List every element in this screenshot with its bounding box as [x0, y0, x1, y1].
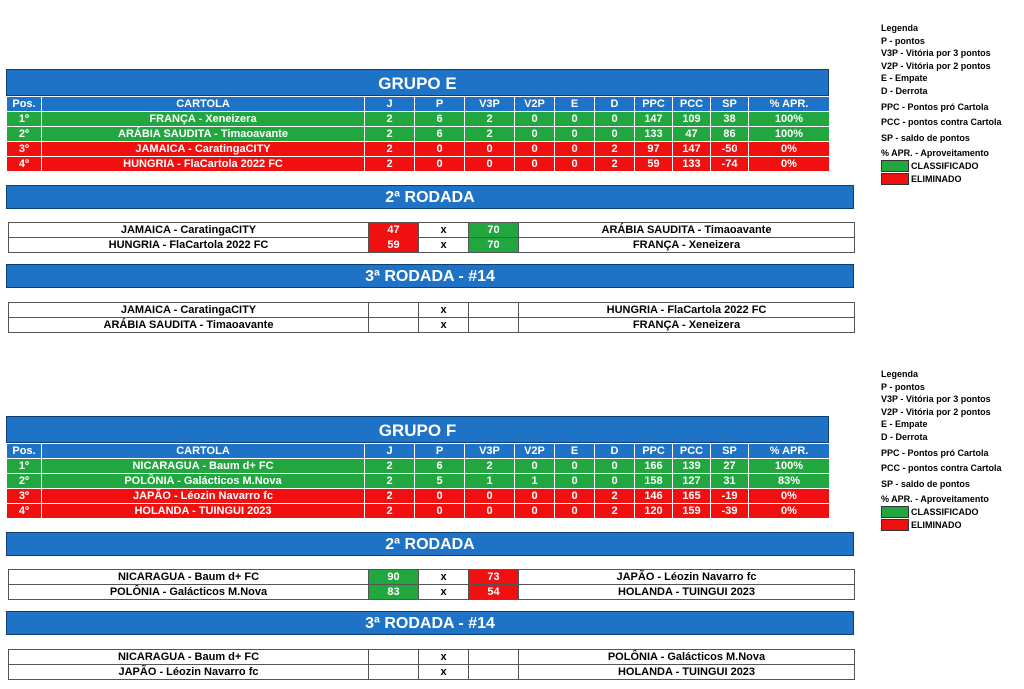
cell: 0	[415, 504, 465, 519]
cell: 133	[635, 127, 673, 142]
column-header: CARTOLA	[42, 444, 365, 459]
cell: 1	[465, 474, 515, 489]
away-score	[469, 650, 519, 665]
away-score: 54	[469, 585, 519, 600]
cell: 5	[415, 474, 465, 489]
away-team: POLÔNIA - Galácticos M.Nova	[519, 650, 855, 665]
group-f-standings	[6, 416, 829, 519]
table-row	[7, 112, 830, 127]
column-header: PCC	[673, 444, 711, 459]
away-score: 70	[469, 238, 519, 253]
home-team: JAMAICA - CaratingaCITY	[9, 303, 369, 318]
cell: 0	[515, 127, 555, 142]
home-team: ARÁBIA SAUDITA - Timaoavante	[9, 318, 369, 333]
legend-classified-label: CLASSIFICADO	[911, 161, 979, 172]
cell: 0	[465, 142, 515, 157]
cell: POLÔNIA - Galácticos M.Nova	[42, 474, 365, 489]
versus: x	[419, 665, 469, 680]
versus: x	[419, 223, 469, 238]
cell: 31	[711, 474, 749, 489]
table-row	[7, 127, 830, 142]
table-header-row	[7, 444, 830, 459]
home-team: NICARAGUA - Baum d+ FC	[9, 570, 369, 585]
legend-item: % APR. - Aproveitamento	[881, 148, 989, 159]
cell: 2	[465, 112, 515, 127]
column-header: J	[365, 97, 415, 112]
cell: 0	[515, 157, 555, 172]
cell: 2	[595, 142, 635, 157]
cell: 4º	[7, 157, 42, 172]
cell: 0	[595, 112, 635, 127]
cell: 6	[415, 459, 465, 474]
home-team: POLÔNIA - Galácticos M.Nova	[9, 585, 369, 600]
legend-item: V2P - Vitória por 2 pontos	[881, 60, 991, 71]
home-score: 59	[369, 238, 419, 253]
legend-eliminated	[881, 173, 1021, 186]
cell: 0%	[749, 157, 830, 172]
home-score: 47	[369, 223, 419, 238]
column-header: V2P	[515, 444, 555, 459]
cell: 1º	[7, 459, 42, 474]
versus: x	[419, 318, 469, 333]
column-header: % APR.	[749, 444, 830, 459]
match-row	[9, 318, 855, 333]
away-score	[469, 665, 519, 680]
legend-classified	[881, 160, 1021, 173]
cell: 4º	[7, 504, 42, 519]
cell: 109	[673, 112, 711, 127]
column-header: E	[555, 97, 595, 112]
column-header: D	[595, 97, 635, 112]
group-e-standings	[6, 69, 829, 172]
away-team: HUNGRIA - FlaCartola 2022 FC	[519, 303, 855, 318]
cell: 2º	[7, 474, 42, 489]
legend-item: SP - saldo de pontos	[881, 478, 970, 489]
away-team: FRANÇA - Xeneizera	[519, 238, 855, 253]
match-row	[9, 570, 855, 585]
column-header: PPC	[635, 97, 673, 112]
group-title: GRUPO F	[6, 416, 829, 443]
table-row	[7, 489, 830, 504]
versus: x	[419, 650, 469, 665]
home-team: HUNGRIA - FlaCartola 2022 FC	[9, 238, 369, 253]
cell: NICARAGUA - Baum d+ FC	[42, 459, 365, 474]
column-header: SP	[711, 444, 749, 459]
cell: 165	[673, 489, 711, 504]
cell: 0	[555, 474, 595, 489]
legend-item: P - pontos	[881, 35, 925, 46]
legend-item: D - Derrota	[881, 85, 928, 96]
cell: 120	[635, 504, 673, 519]
cell: 0	[465, 504, 515, 519]
cell: JAPÃO - Léozin Navarro fc	[42, 489, 365, 504]
cell: 3º	[7, 489, 42, 504]
column-header: P	[415, 444, 465, 459]
cell: 2	[365, 504, 415, 519]
column-header: % APR.	[749, 97, 830, 112]
home-score	[369, 318, 419, 333]
cell: 0	[415, 489, 465, 504]
legend-item: V3P - Vitória por 3 pontos	[881, 48, 991, 59]
legend-item: PCC - pontos contra Cartola	[881, 463, 1002, 474]
legend	[881, 22, 1021, 186]
cell: 83%	[749, 474, 830, 489]
green-swatch	[881, 506, 909, 518]
versus: x	[419, 585, 469, 600]
cell: 86	[711, 127, 749, 142]
cell: 158	[635, 474, 673, 489]
cell: 0	[515, 489, 555, 504]
round-3-matches	[8, 649, 855, 680]
cell: 2	[365, 459, 415, 474]
away-team: FRANÇA - Xeneizera	[519, 318, 855, 333]
cell: 2	[365, 142, 415, 157]
match-row	[9, 585, 855, 600]
column-header: V3P	[465, 97, 515, 112]
cell: 2º	[7, 127, 42, 142]
legend-title: Legenda	[881, 23, 919, 33]
cell: 0	[555, 504, 595, 519]
cell: -39	[711, 504, 749, 519]
table-row	[7, 142, 830, 157]
cell: 1º	[7, 112, 42, 127]
match-row	[9, 238, 855, 253]
cell: 0%	[749, 142, 830, 157]
cell: 0	[515, 112, 555, 127]
cell: 100%	[749, 459, 830, 474]
cell: 0	[555, 157, 595, 172]
legend-item: PPC - Pontos pró Cartola	[881, 101, 989, 112]
column-header: SP	[711, 97, 749, 112]
legend-item: E - Empate	[881, 419, 928, 430]
legend-item: % APR. - Aproveitamento	[881, 494, 989, 505]
away-team: JAPÃO - Léozin Navarro fc	[519, 570, 855, 585]
legend-eliminated	[881, 519, 1021, 532]
cell: 1	[515, 474, 555, 489]
cell: 38	[711, 112, 749, 127]
match-row	[9, 303, 855, 318]
cell: 0%	[749, 489, 830, 504]
round-2-banner: 2ª RODADA	[6, 185, 854, 209]
legend-classified-label: CLASSIFICADO	[911, 507, 979, 518]
column-header: CARTOLA	[42, 97, 365, 112]
cell: 47	[673, 127, 711, 142]
cell: FRANÇA - Xeneizera	[42, 112, 365, 127]
cell: 0	[555, 127, 595, 142]
cell: 2	[595, 504, 635, 519]
legend-title: Legenda	[881, 369, 919, 379]
legend-item: PPC - Pontos pró Cartola	[881, 447, 989, 458]
cell: 0	[515, 504, 555, 519]
column-header: PCC	[673, 97, 711, 112]
cell: 100%	[749, 112, 830, 127]
standings-table	[6, 443, 830, 519]
standings-table	[6, 96, 830, 172]
cell: 133	[673, 157, 711, 172]
cell: 59	[635, 157, 673, 172]
cell: 2	[365, 127, 415, 142]
away-score	[469, 318, 519, 333]
legend-item: V2P - Vitória por 2 pontos	[881, 406, 991, 417]
cell: 2	[595, 157, 635, 172]
table-row	[7, 459, 830, 474]
legend	[881, 368, 1021, 532]
column-header: Pos.	[7, 444, 42, 459]
column-header: D	[595, 444, 635, 459]
cell: 2	[365, 112, 415, 127]
match-row	[9, 650, 855, 665]
cell: 3º	[7, 142, 42, 157]
away-score: 73	[469, 570, 519, 585]
cell: 159	[673, 504, 711, 519]
green-swatch	[881, 160, 909, 172]
away-score	[469, 303, 519, 318]
cell: HOLANDA - TUINGUI 2023	[42, 504, 365, 519]
cell: -74	[711, 157, 749, 172]
cell: 0	[515, 459, 555, 474]
table-row	[7, 157, 830, 172]
cell: 27	[711, 459, 749, 474]
cell: 147	[635, 112, 673, 127]
cell: 127	[673, 474, 711, 489]
home-score	[369, 665, 419, 680]
round-3-matches	[8, 302, 855, 333]
cell: 100%	[749, 127, 830, 142]
cell: 147	[673, 142, 711, 157]
legend-eliminated-label: ELIMINADO	[911, 520, 962, 531]
legend-classified	[881, 506, 1021, 519]
round-3-banner: 3ª RODADA - #14	[6, 611, 854, 635]
match-row	[9, 223, 855, 238]
cell: 0	[595, 127, 635, 142]
cell: 2	[365, 474, 415, 489]
column-header: V2P	[515, 97, 555, 112]
cell: -50	[711, 142, 749, 157]
cell: 0%	[749, 504, 830, 519]
cell: 0	[555, 459, 595, 474]
column-header: V3P	[465, 444, 515, 459]
legend-item: PCC - pontos contra Cartola	[881, 117, 1002, 128]
round-2-banner: 2ª RODADA	[6, 532, 854, 556]
away-team: HOLANDA - TUINGUI 2023	[519, 665, 855, 680]
cell: 6	[415, 112, 465, 127]
legend-item: P - pontos	[881, 381, 925, 392]
cell: 6	[415, 127, 465, 142]
cell: 0	[555, 142, 595, 157]
table-header-row	[7, 97, 830, 112]
cell: ARÁBIA SAUDITA - Timaoavante	[42, 127, 365, 142]
cell: 0	[465, 489, 515, 504]
cell: 0	[465, 157, 515, 172]
round-2-matches	[8, 222, 855, 253]
match-row	[9, 665, 855, 680]
home-team: JAPÃO - Léozin Navarro fc	[9, 665, 369, 680]
table-row	[7, 504, 830, 519]
column-header: Pos.	[7, 97, 42, 112]
cell: 97	[635, 142, 673, 157]
cell: 2	[365, 157, 415, 172]
cell: 2	[465, 459, 515, 474]
cell: -19	[711, 489, 749, 504]
cell: 146	[635, 489, 673, 504]
home-score: 90	[369, 570, 419, 585]
away-team: HOLANDA - TUINGUI 2023	[519, 585, 855, 600]
cell: 2	[365, 489, 415, 504]
versus: x	[419, 303, 469, 318]
column-header: E	[555, 444, 595, 459]
cell: 0	[415, 142, 465, 157]
home-score: 83	[369, 585, 419, 600]
cell: HUNGRIA - FlaCartola 2022 FC	[42, 157, 365, 172]
group-title: GRUPO E	[6, 69, 829, 96]
cell: 0	[555, 489, 595, 504]
away-team: ARÁBIA SAUDITA - Timaoavante	[519, 223, 855, 238]
round-2-matches	[8, 569, 855, 600]
red-swatch	[881, 173, 909, 185]
round-3-banner: 3ª RODADA - #14	[6, 264, 854, 288]
versus: x	[419, 570, 469, 585]
legend-item: E - Empate	[881, 73, 928, 84]
away-score: 70	[469, 223, 519, 238]
cell: 0	[515, 142, 555, 157]
cell: 0	[555, 112, 595, 127]
cell: 139	[673, 459, 711, 474]
home-team: NICARAGUA - Baum d+ FC	[9, 650, 369, 665]
column-header: J	[365, 444, 415, 459]
column-header: P	[415, 97, 465, 112]
legend-eliminated-label: ELIMINADO	[911, 174, 962, 185]
cell: 0	[595, 459, 635, 474]
home-score	[369, 303, 419, 318]
legend-item: D - Derrota	[881, 431, 928, 442]
cell: 0	[595, 474, 635, 489]
table-row	[7, 474, 830, 489]
cell: 2	[595, 489, 635, 504]
cell: JAMAICA - CaratingaCITY	[42, 142, 365, 157]
legend-item: SP - saldo de pontos	[881, 132, 970, 143]
red-swatch	[881, 519, 909, 531]
cell: 166	[635, 459, 673, 474]
home-team: JAMAICA - CaratingaCITY	[9, 223, 369, 238]
legend-item: V3P - Vitória por 3 pontos	[881, 394, 991, 405]
home-score	[369, 650, 419, 665]
column-header: PPC	[635, 444, 673, 459]
cell: 2	[465, 127, 515, 142]
cell: 0	[415, 157, 465, 172]
versus: x	[419, 238, 469, 253]
